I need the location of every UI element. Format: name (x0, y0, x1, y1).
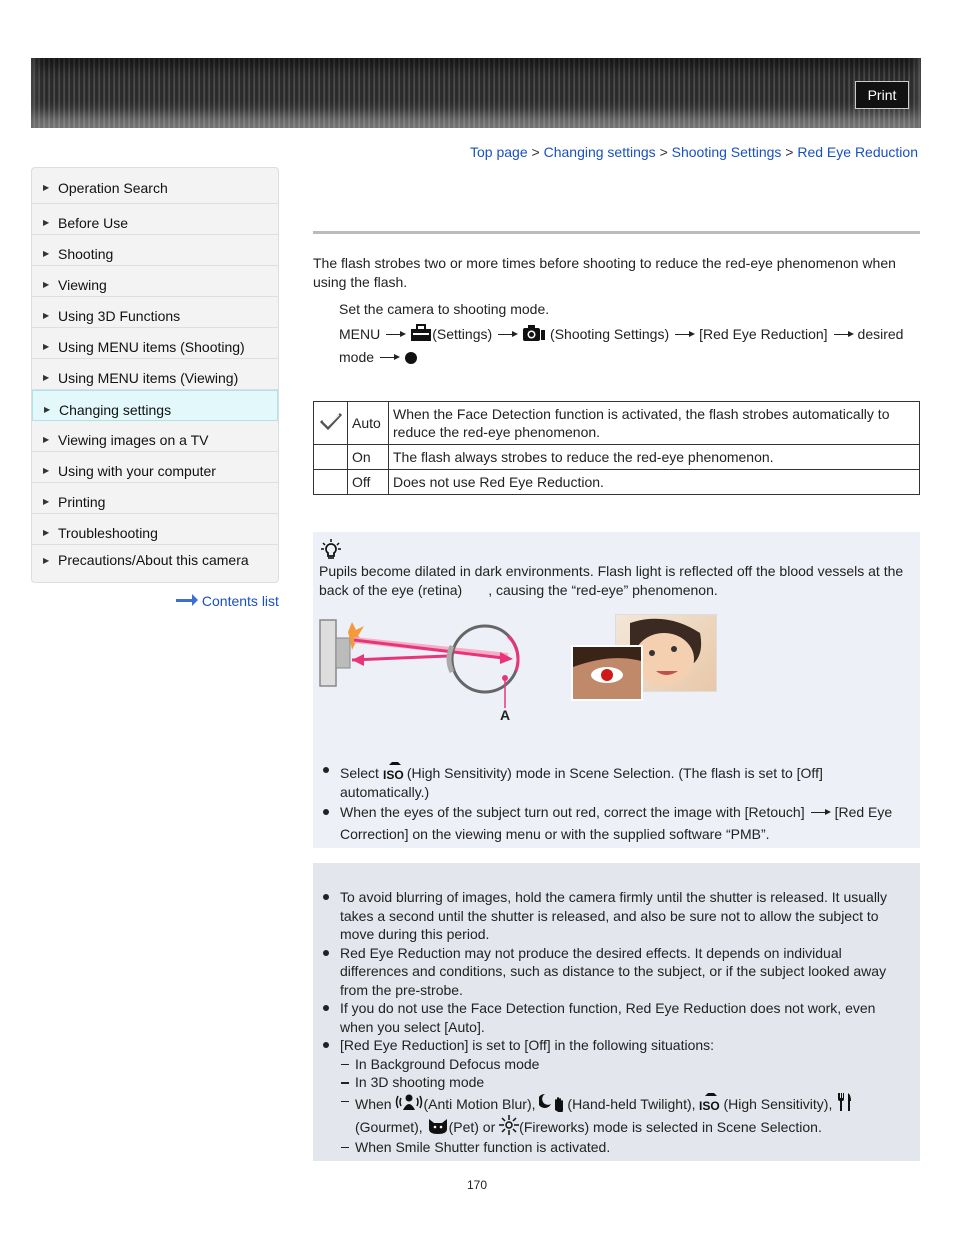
note-text: (Hand-held Twilight), (567, 1095, 696, 1112)
contents-list-label: Contents list (201, 593, 279, 609)
set-bullet-icon (404, 351, 418, 365)
table-row (314, 402, 920, 445)
sidebar-item-viewing[interactable] (32, 266, 278, 297)
sidebar-item-menu-viewing[interactable] (32, 359, 278, 390)
note-text: In 3D shooting mode (355, 1074, 485, 1090)
checkmark-icon (319, 411, 343, 431)
triangle-right-icon: ▶ (43, 466, 50, 475)
page-number: 170 (467, 1178, 488, 1192)
default-check-cell (314, 445, 348, 470)
steps (339, 298, 903, 369)
option-name: Off (348, 470, 389, 495)
sidebar-item-changing-settings[interactable] (32, 390, 278, 421)
triangle-right-icon: ▶ (43, 342, 50, 351)
list-item (313, 803, 913, 846)
sidebar-item-label: Using MENU items (Shooting) (58, 339, 245, 355)
sidebar-item-label: Operation Search (58, 180, 168, 196)
red-eye-image (573, 647, 641, 699)
step-2 (339, 323, 903, 346)
sub-list-item (313, 1073, 913, 1092)
note-text: move during this period. (340, 926, 490, 942)
default-check-cell (314, 470, 348, 495)
hint-box (313, 532, 920, 848)
triangle-right-icon: ▶ (43, 497, 50, 506)
sidebar-item-before-use[interactable] (32, 204, 278, 235)
sidebar-item-printing[interactable] (32, 483, 278, 514)
svg-text:ISO: ISO (382, 768, 404, 781)
shooting-settings-label: (Shooting Settings) (550, 326, 670, 342)
sidebar-item-label: Troubleshooting (58, 525, 158, 541)
hint-text-part: automatically.) (340, 783, 430, 800)
sidebar-item-shooting[interactable] (32, 235, 278, 266)
camera-settings-icon (522, 324, 546, 342)
anti-motion-blur-icon (395, 1092, 423, 1112)
list-item (313, 999, 913, 1036)
arrow-right-icon (380, 357, 398, 358)
option-desc: When the Face Detection function is activated, the flash strobes automatically to reduce the red-eye phenomenon. (389, 402, 920, 445)
mode-label: mode (339, 349, 375, 365)
menu-label: MENU (339, 326, 381, 342)
note-text: (Pet) or (448, 1118, 496, 1135)
sidebar-item-label: Viewing (58, 277, 107, 293)
note-text: If you do not use the Face Detection function, Red Eye Reduction does not work, even (340, 1000, 876, 1016)
option-desc: The flash always strobes to reduce the red-eye phenomenon. (389, 445, 920, 470)
notes-box (313, 863, 920, 1161)
settings-label: (Settings) (432, 326, 493, 342)
svg-text:ISO: ISO (699, 1098, 721, 1112)
fireworks-icon (499, 1115, 519, 1135)
arrow-right-icon (176, 596, 198, 604)
intro-line: using the flash. (313, 274, 408, 290)
breadcrumb (470, 144, 918, 160)
pet-icon (427, 1117, 449, 1135)
note-text: (Fireworks) mode is selected in Scene Selection. (519, 1118, 822, 1135)
options-table (313, 401, 920, 495)
list-item (313, 1036, 913, 1055)
hint-text-part: , causing the “red-eye” phenomenon. (488, 582, 718, 598)
list-item (313, 944, 913, 1000)
title-divider (313, 231, 920, 234)
breadcrumb-separator: > (785, 144, 794, 160)
sub-list-item (313, 1092, 913, 1138)
note-text: differences and conditions, such as distance to the subject, or if the subject looked away (340, 963, 887, 979)
sidebar-item-menu-shooting[interactable] (32, 328, 278, 359)
arrow-right-icon (386, 334, 404, 335)
triangle-right-icon: ▶ (43, 528, 50, 537)
intro-line: The flash strobes two or more times before shooting to reduce the red-eye phenomenon when (313, 255, 896, 271)
sidebar-item-label: Printing (58, 494, 106, 510)
desired-label: desired (857, 326, 904, 342)
sidebar-item-computer[interactable] (32, 452, 278, 483)
arrow-right-icon (811, 812, 829, 813)
sidebar-item-operation-search[interactable] (32, 168, 278, 204)
sidebar-item-precautions[interactable] (32, 545, 278, 582)
sidebar-item-label: Shooting (58, 246, 114, 262)
toolbox-icon (410, 324, 432, 342)
sidebar-item-label: Using with your computer (58, 463, 216, 479)
table-row (314, 470, 920, 495)
option-name: On (348, 445, 389, 470)
diagram-label-a: A (500, 707, 511, 723)
hint-text-part: When the eyes of the subject turn out red, correct the image with [Retouch] (340, 804, 805, 820)
note-text: when you select [Auto]. (340, 1018, 485, 1035)
hint-text-part: back of the eye (retina) (319, 582, 463, 598)
note-text: (High Sensitivity), (723, 1095, 833, 1112)
red-eye-photo (571, 645, 643, 701)
table-row (314, 445, 920, 470)
sidebar-item-3d-functions[interactable] (32, 297, 278, 328)
gourmet-icon (836, 1092, 852, 1112)
sidebar-nav (31, 167, 279, 583)
default-check-cell (314, 402, 348, 445)
contents-list-link[interactable] (176, 593, 279, 609)
hint-line (319, 581, 903, 600)
header-banner (31, 58, 921, 128)
arrow-right-icon (675, 334, 693, 335)
triangle-right-icon: ▶ (43, 249, 50, 258)
sidebar-item-label: Viewing images on a TV (58, 432, 209, 448)
note-text: Red Eye Reduction may not produce the desired effects. It depends on individual (340, 944, 842, 961)
note-text: (Gourmet), (355, 1118, 423, 1135)
hint-text-part: (High Sensitivity) mode in Scene Selection. (The flash is set to [Off] (406, 765, 823, 781)
hint-text (319, 562, 903, 600)
breadcrumb-separator: > (659, 144, 668, 160)
note-text: When Smile Shutter function is activated. (355, 1138, 611, 1155)
sidebar-item-label: Precautions/About this camera (58, 552, 249, 568)
hand-held-twilight-icon (539, 1092, 567, 1112)
triangle-right-icon: ▶ (44, 405, 51, 414)
hint-bullets (313, 761, 913, 846)
lightbulb-icon (320, 539, 342, 561)
notes-list (313, 888, 913, 1156)
hint-text-part: [Red Eye (834, 804, 893, 820)
print-button[interactable]: Print (855, 81, 909, 109)
breadcrumb-separator: > (531, 144, 540, 160)
breadcrumb-shooting-settings[interactable]: Shooting Settings (671, 144, 782, 160)
list-item (313, 888, 913, 944)
option-name: Auto (348, 402, 389, 445)
sidebar-item-label: Using MENU items (Viewing) (58, 370, 239, 386)
breadcrumb-top-page[interactable]: Top page (470, 144, 528, 160)
hint-text-part: Select (340, 765, 379, 781)
sub-list-item (313, 1055, 913, 1074)
sidebar-item-viewing-on-tv[interactable] (32, 421, 278, 452)
hint-text-part: Correction] on the viewing menu or with the supplied software “PMB”. (340, 825, 770, 842)
list-item (313, 761, 913, 801)
note-text: [Red Eye Reduction] is set to [Off] in the following situations: (340, 1037, 715, 1053)
triangle-right-icon: ▶ (43, 311, 50, 320)
high-sensitivity-iso-icon (383, 761, 407, 781)
arrow-right-icon (834, 334, 852, 335)
arrow-right-icon (498, 334, 516, 335)
step-2-cont (339, 346, 903, 369)
option-desc: Does not use Red Eye Reduction. (389, 470, 920, 495)
high-sensitivity-iso-icon (699, 1092, 723, 1112)
hint-line: Pupils become dilated in dark environments. Flash light is reflected off the blood vessels at the (319, 563, 904, 579)
intro-paragraph (313, 254, 896, 292)
red-eye-label: [Red Eye Reduction] (699, 326, 828, 342)
triangle-right-icon: ▶ (43, 556, 50, 565)
note-text: When (355, 1095, 392, 1112)
triangle-right-icon: ▶ (43, 183, 50, 192)
triangle-right-icon: ▶ (43, 435, 50, 444)
sidebar-item-label: Changing settings (59, 402, 172, 418)
breadcrumb-red-eye-reduction[interactable]: Red Eye Reduction (797, 144, 918, 160)
sidebar-item-troubleshooting[interactable] (32, 514, 278, 545)
note-text: To avoid blurring of images, hold the camera firmly until the shutter is released. It usually (340, 889, 888, 905)
breadcrumb-changing-settings[interactable]: Changing settings (543, 144, 656, 160)
triangle-right-icon: ▶ (43, 280, 50, 289)
sidebar-item-label: Using 3D Functions (58, 308, 181, 324)
triangle-right-icon: ▶ (43, 373, 50, 382)
note-text: takes a second until the shutter is released, and also be sure not to allow the subject to (340, 907, 879, 924)
step-1: Set the camera to shooting mode. (339, 301, 550, 317)
sub-list-item (313, 1138, 913, 1157)
sidebar-item-label: Before Use (58, 215, 129, 231)
triangle-right-icon: ▶ (43, 218, 50, 227)
note-text: from the pre-strobe. (340, 981, 463, 998)
note-text: (Anti Motion Blur), (423, 1095, 536, 1112)
note-text: In Background Defocus mode (355, 1055, 540, 1072)
